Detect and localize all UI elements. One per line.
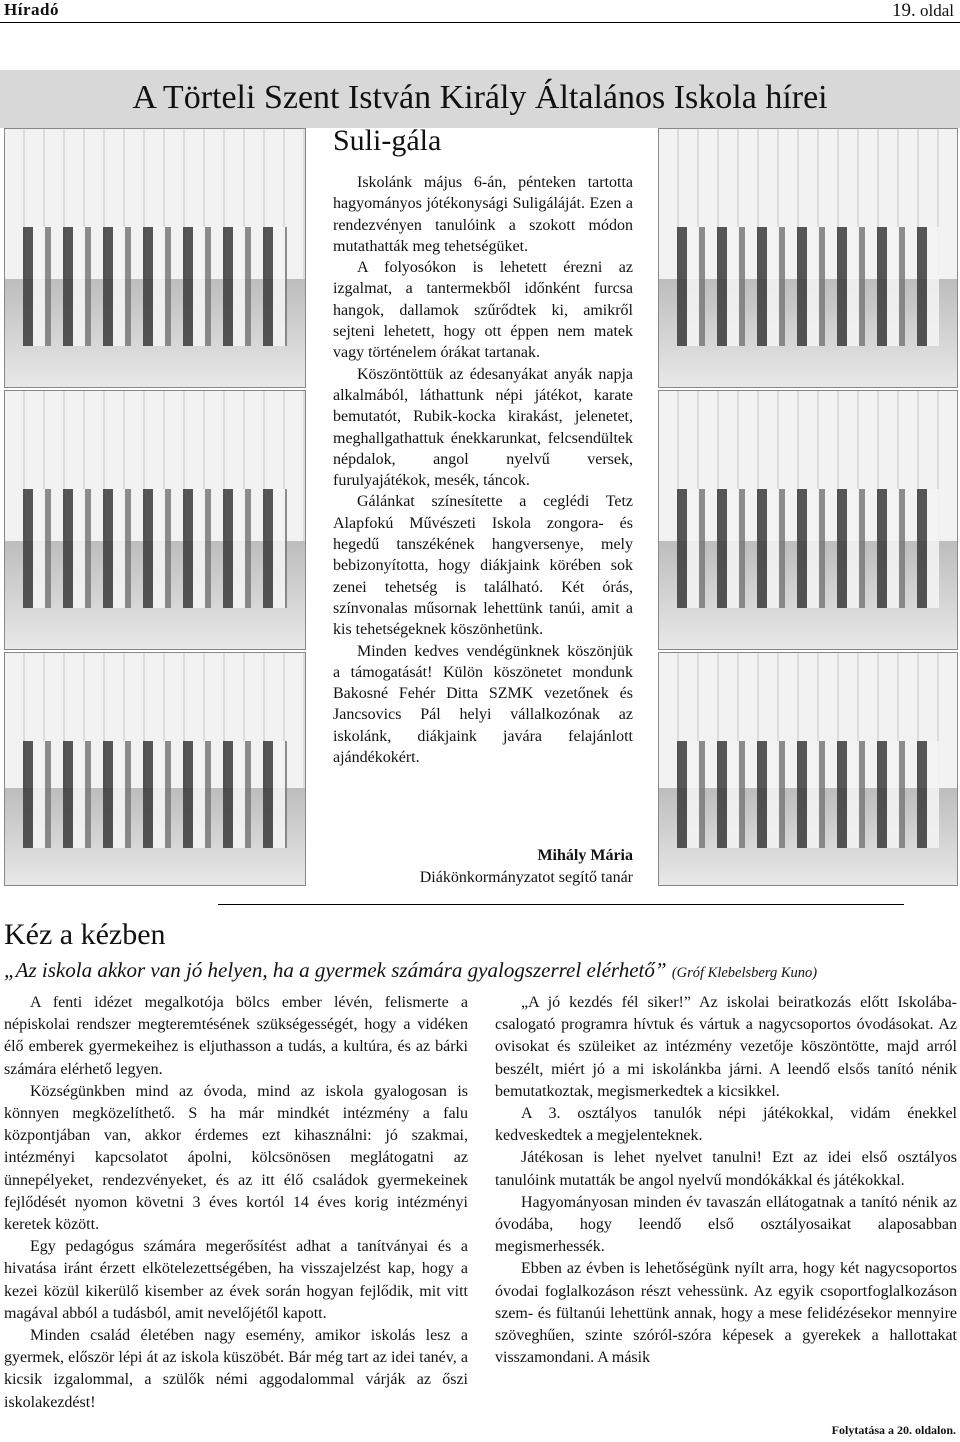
section-header: Híradó [4,0,59,19]
article-paragraph: Egy pedagógus számára megerősítést adhat a tanítványai és a hivatása iránt érzett elkötelezettségében, ha visszajelzést kap, hogy a kezei közül kikerülő kisember az évek során hogyan fejlődik, mit vitt magával abból a tudásból, amit nevelőjétől kapott. [4,1238,468,1322]
quote-author: (Gróf Klebelsberg Kuno) [671,965,818,981]
article-paragraph: Hagyományosan minden év tavaszán ellátogatnak a tanító nénik az óvodába, hogy leendő első osztályosaikat alaposabban megismerhessék. [495,1193,957,1256]
author-name: Mihály Mária [537,847,633,864]
page-title: A Törteli Szent István Király Általános Iskola hírei [132,79,828,116]
article-paragraph: Játékosan is lehet nyelvet tanulni! Ezt az idei első osztályos tanulóink mutatták be angol nyelvű mondókákkal és játékokkal. [495,1149,957,1189]
author-role: Diákönkormányzatot segítő tanár [419,869,633,886]
header-divider [0,22,960,23]
article-paragraph: Köszöntöttük az édesanyákat anyák napja alkalmából, láthattunk népi játékot, karate bemutatót, Rubik-kocka kirakást, jelenetet, meghallgathattuk énekkarunkat, felcsendültek népdalok, angol nyelvű versek, furulyajátékok, mesék, táncok. [333,365,633,490]
article-paragraph: A fenti idézet megalkotója bölcs ember lévén, felismerte a népiskolai rendszer megteremtésének szükségességét, hogy a vidéken élő emberek gyermekeihez is eljuthasson a tudás, a kultúra, és az bárki számára elérhető legyen. [4,994,468,1078]
article-column-left [4,992,468,1414]
photo-choir [4,390,306,650]
continued-note: Folytatása a 20. oldalon. [831,1423,956,1437]
quote [4,958,817,983]
article-body [333,172,633,768]
article-paragraph: Minden család életében nagy esemény, amikor iskolás lesz a gyermek, először lépi át az iskola küszöbét. Bár még tart az idei tanév, a kicsik izgalommal, a szülők némi aggodalommal várják az őszi iskolakezdést! [4,1327,468,1411]
photo-dance-group [658,128,958,388]
section-divider [218,904,904,905]
page-word: oldal [920,1,954,20]
photo-karate [4,128,306,388]
article-paragraph: Ebben az évben is lehetőségünk nyílt arra, hogy két nagycsoportos óvodai foglalkozáson részt vehessünk. Az egyik csoportfoglalkozáson szem- és fültanúi lehettünk annak, hogy a mese felidézésekor mennyire szöveghűen, szinte szóról-szóra képesek a gyerekek a hallottakat visszamondani. A másik [495,1260,957,1367]
article-paragraph: A folyosókon is lehetett érezni az izgalmat, a tantermekből időnként furcsa hangok, dallamok szűrődtek ki, amikről sejteni lehetett, hogy ott éppen nem matek vagy történelem órákat tartanak. [333,259,633,362]
article-paragraph: Iskolánk május 6-án, pénteken tartotta hagyományos jótékonysági Suligáláját. Ezen a rendezvényen tanulóink a szokott módon mutathatták meg tehetségüket. [333,174,633,255]
article-column-right [495,992,957,1369]
article-paragraph: Minden kedves vendégünknek köszönjük a támogatását! Külön köszönetet mondunk Bakosné Fehér Ditta SZMK vezetőnek és Jancsovics Pál helyi vállalkozónak az iskolánk, diákjaink javára felajánlott ajándékokért. [333,642,633,767]
photo-play-scene [658,652,958,886]
page-number-value: 19. [892,0,916,21]
article-title: Kéz a kézben [4,918,166,951]
article-title: Suli-gála [333,124,442,157]
photo-dance-performance [658,390,958,650]
page-number [892,0,954,22]
article-paragraph: A 3. osztályos tanulók népi játékokkal, vidám énekkel kedveskedtek a megjelenteknek. [495,1105,957,1145]
quote-text: „Az iskola akkor van jó helyen, ha a gyermek számára gyalogszerrel elérhető” [4,958,667,982]
article-paragraph: Gálánkat színesítette a ceglédi Tetz Alapfokú Művészeti Iskola zongora- és hegedű tanszékének hangversenye, mely bebizonyította, hogy diákjaink körében sok zenei tehetség is található. Két órás, színvonalas műsornak lehettünk tanúi, amit a kis tehetségeknek köszönhetünk. [333,493,633,639]
article-paragraph: „A jó kezdés fél siker!” Az iskolai beiratkozás előtt Iskolába-csalogató programra hívtuk és vártuk a nagycsoportos óvodásokat. Az ovisokat és szüleiket az intézmény vezetője köszöntötte, majd arról beszélt, miért jó a mi iskolánkba járni. A leendő elsős tanító nénik bemutatkoztak, megismerkedtek a kicsikkel. [495,994,957,1100]
page-title-band [0,70,960,128]
article-paragraph: Községünkben mind az óvoda, mind az iskola gyalogosan is könnyen megközelíthető. S ha már mindkét intézmény a falu központjában van, akkor érdemes ezt kihasználni: jó szakmai, intézményi kapcsolatot ápolni, kölcsönösen meglátogatni az ünnepélyeket, rendezvényeket, és az itt élő családok gyermekeinek fejlődését nyomon követni 3 éves kortól 14 éves korig intézményi keretek között. [4,1082,468,1234]
photo-folk-game [4,652,306,886]
